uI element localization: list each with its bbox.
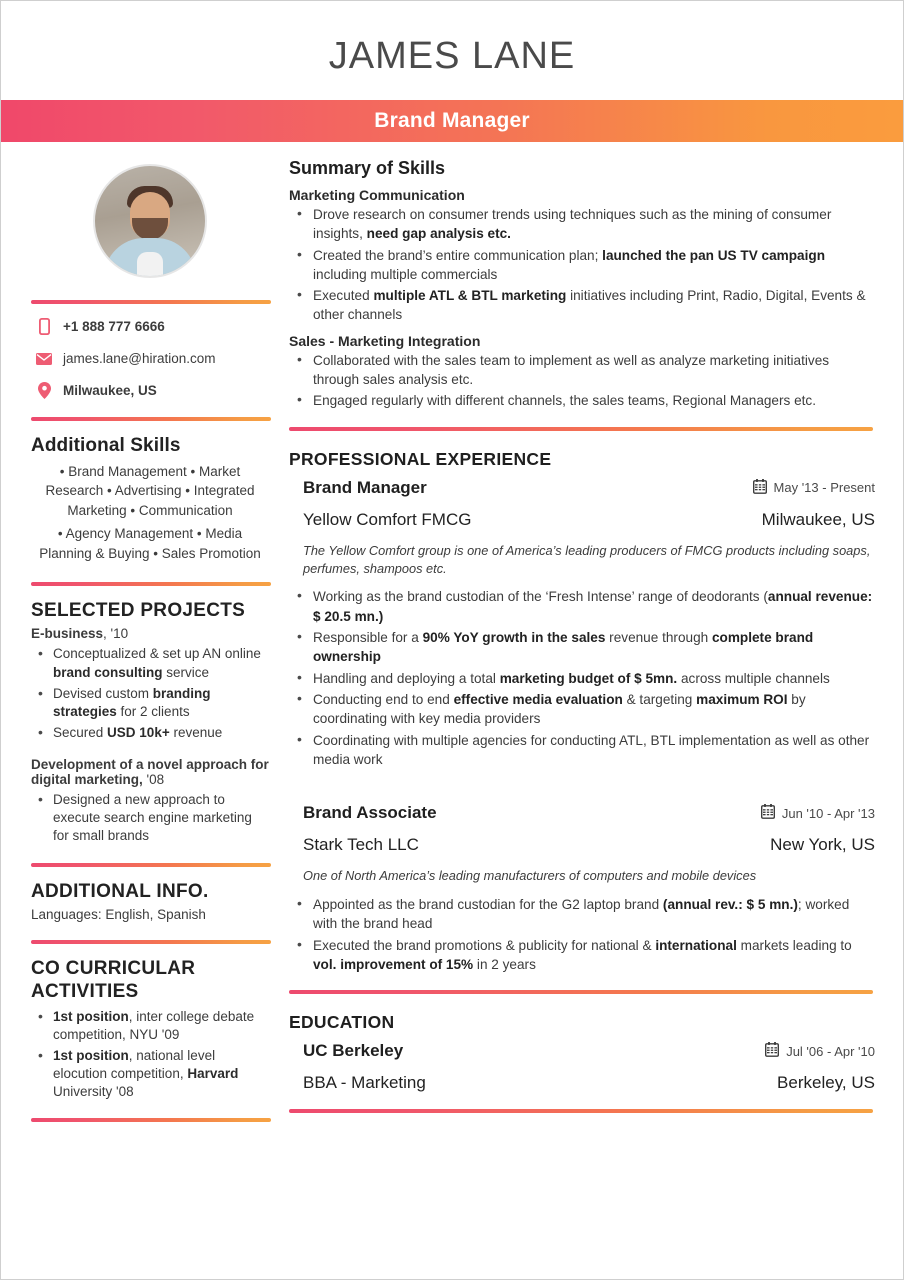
body-text: ; worked with the brand head — [313, 897, 850, 932]
body-text: Appointed as the brand custodian for the G2 laptop brand — [313, 897, 663, 913]
degree-name: BBA - Marketing — [303, 1073, 426, 1093]
job-organization: Yellow Comfort FMCG — [303, 509, 472, 529]
emphasis-text: effective media evaluation — [453, 691, 623, 707]
avatar-container — [31, 164, 269, 278]
phone-icon — [33, 318, 55, 335]
contact-location-row[interactable] — [33, 382, 269, 399]
section-professional-experience — [289, 449, 875, 975]
divider — [31, 582, 271, 586]
body-text: across multiple channels — [677, 670, 830, 686]
list-item — [289, 587, 875, 626]
calendar-icon — [761, 804, 775, 822]
emphasis-text: launched the pan US TV campaign — [602, 247, 825, 263]
avatar — [93, 164, 207, 278]
list-item — [289, 628, 875, 667]
project-item — [31, 626, 269, 742]
emphasis-text: branding strategies — [53, 685, 211, 720]
emphasis-text: marketing budget of $ 5mn. — [499, 670, 678, 686]
section-title: EDUCATION — [289, 1012, 395, 1033]
list-item — [289, 731, 875, 770]
body-text: Created the brand’s entire communication plan; — [313, 247, 603, 263]
job-organization: Stark Tech LLC — [303, 835, 419, 855]
emphasis-text: international — [655, 937, 737, 953]
body-text: , inter college debate competition, NYU '09 — [53, 1008, 255, 1042]
emphasis-text: annual revenue: $ 20.5 mn.) — [313, 589, 873, 624]
divider — [31, 300, 271, 304]
calendar-icon — [753, 479, 767, 497]
body-text: for 2 clients — [116, 704, 190, 720]
project-title — [31, 626, 269, 641]
phone-value: +1 888 777 6666 — [63, 319, 165, 334]
body-text: , national level elocution competition, — [53, 1047, 216, 1082]
list-item — [31, 1047, 269, 1102]
list-item — [289, 669, 875, 688]
emphasis-text: 90% YoY growth in the sales — [422, 630, 606, 646]
emphasis-text: multiple ATL & BTL marketing — [373, 288, 567, 304]
email-value: james.lane@hiration.com — [63, 351, 216, 366]
skill-group-title: Sales - Marketing Integration — [289, 332, 481, 349]
emphasis-text: complete brand ownership — [313, 630, 814, 665]
job-date-text: May '13 - Present — [773, 480, 875, 496]
section-title: ADDITIONAL INFO. — [31, 881, 209, 903]
emphasis-text: Development of a novel approach for digital marketing, — [31, 756, 269, 787]
list-item — [289, 936, 875, 975]
job-date — [753, 479, 875, 497]
body-text: Drove research on consumer trends using techniques such as the mining of consumer insights, — [313, 207, 832, 242]
location-pin-icon — [33, 382, 55, 399]
list-item — [289, 286, 875, 325]
divider — [31, 863, 271, 867]
education-date-text: Jul '06 - Apr '10 — [786, 1043, 875, 1059]
body-text: by coordinating with key media providers — [313, 691, 806, 727]
contact-email-row[interactable] — [33, 351, 269, 366]
project-bullets — [31, 791, 269, 846]
body-text: Executed the brand promotions & publicity for national & — [313, 937, 656, 953]
body-text: Engaged regularly with different channels, the sales teams, Regional Managers etc. — [313, 393, 817, 409]
experience-title-row — [303, 803, 875, 823]
job-bullets — [289, 587, 875, 769]
job-title: Brand Manager — [303, 477, 427, 497]
candidate-role: Brand Manager — [374, 109, 530, 132]
co-curricular-list — [31, 1008, 269, 1102]
skill-group-title: Marketing Communication — [289, 187, 465, 203]
contact-phone-row[interactable] — [33, 318, 269, 335]
project-item — [31, 757, 269, 846]
body-text: Collaborated with the sales team to implement as well as analyze marketing initiatives through sales analysis etc. — [313, 352, 830, 388]
body-text: Conceptualized & set up AN online — [53, 646, 261, 662]
experience-title-row — [303, 478, 875, 498]
project-bullets — [31, 645, 269, 742]
list-item — [31, 645, 269, 681]
section-title: PROFESSIONAL EXPERIENCE — [289, 448, 552, 469]
section-title: SELECTED PROJECTS — [31, 599, 246, 621]
contact-block — [31, 318, 269, 399]
calendar-icon — [765, 1042, 779, 1060]
location-value: Milwaukee, US — [63, 383, 157, 398]
project-title — [31, 757, 269, 787]
body-text: Executed — [313, 288, 374, 304]
envelope-icon — [33, 353, 55, 365]
job-location: Milwaukee, US — [761, 509, 875, 529]
body-text: revenue through — [605, 630, 712, 646]
section-additional-info — [31, 881, 269, 922]
body-text: in 2 years — [473, 956, 536, 972]
emphasis-text: 1st position — [53, 1008, 129, 1024]
list-item — [31, 685, 269, 721]
education-date — [765, 1042, 875, 1060]
job-location: New York, US — [770, 835, 875, 855]
body-text: Designed a new approach to execute search engine marketing for small brands — [53, 791, 252, 843]
resume-header — [1, 1, 903, 142]
emphasis-text: maximum ROI — [696, 691, 788, 707]
body-text: revenue — [169, 725, 223, 741]
resume-body — [1, 142, 903, 1136]
list-item — [289, 205, 875, 244]
left-column — [1, 158, 279, 1136]
education-title-row — [303, 1041, 875, 1061]
section-title: CO CURRICULAR ACTIVITIES — [31, 957, 196, 1002]
body-text: Devised custom — [53, 685, 153, 701]
emphasis-text: vol. improvement of 15% — [313, 956, 474, 972]
additional-info-text: Languages: English, Spanish — [31, 906, 206, 922]
education-location: Berkeley, US — [777, 1073, 875, 1093]
experience-entry — [289, 478, 875, 769]
section-title: Summary of Skills — [289, 158, 446, 178]
body-text: markets leading to — [736, 937, 852, 953]
body-text: Coordinating with multiple agencies for conducting ATL, BTL implementation as well as other media work — [313, 732, 870, 767]
body-text: Working as the brand custodian of the ‘Fresh Intense’ range of deodorants ( — [313, 589, 768, 605]
emphasis-text: USD 10k+ — [107, 725, 170, 741]
divider — [289, 990, 873, 994]
body-text: Secured — [53, 725, 108, 741]
selected-projects-list — [31, 626, 269, 845]
section-additional-skills — [31, 435, 269, 564]
list-item — [289, 246, 875, 285]
body-text: University '08 — [53, 1084, 134, 1100]
list-item — [31, 791, 269, 846]
experience-entry — [289, 803, 875, 974]
job-title: Brand Associate — [303, 803, 437, 823]
candidate-name: JAMES LANE — [328, 35, 576, 77]
avatar-beard — [132, 218, 168, 240]
experience-org-row — [303, 510, 875, 530]
additional-skills-line-1: • Brand Management • Market Research • Advertising • Integrated Marketing • Communication — [45, 463, 255, 518]
right-column — [279, 158, 903, 1136]
section-co-curricular — [31, 958, 269, 1102]
body-text: '08 — [142, 771, 165, 787]
list-item — [289, 391, 875, 410]
divider — [31, 940, 271, 944]
emphasis-text: brand consulting — [53, 664, 163, 680]
body-text: Conducting end to end — [313, 691, 454, 707]
body-text: & targeting — [622, 691, 697, 707]
divider — [31, 417, 271, 421]
body-text: initiatives including Print, Radio, Digital, Events & other channels — [313, 288, 866, 323]
job-description: The Yellow Comfort group is one of America’s leading producers of FMCG products including soaps, perfumes, shampoos etc. — [303, 542, 871, 576]
divider — [289, 1109, 873, 1113]
divider — [289, 427, 873, 431]
list-item — [289, 351, 875, 390]
summary-groups — [289, 187, 875, 411]
experience-org-row — [303, 835, 875, 855]
education-list — [289, 1041, 875, 1093]
list-item — [31, 724, 269, 742]
body-text: Responsible for a — [313, 630, 423, 646]
emphasis-text: need gap analysis etc. — [366, 226, 511, 242]
body-text: including multiple commercials — [313, 266, 498, 282]
emphasis-text: Harvard — [187, 1066, 239, 1082]
education-entry — [289, 1041, 875, 1093]
list-item — [289, 895, 875, 934]
skill-group-bullets — [289, 351, 875, 411]
list-item — [31, 1008, 269, 1044]
role-banner — [1, 100, 903, 142]
section-education — [289, 1012, 875, 1093]
job-description: One of North America’s leading manufacturers of computers and mobile devices — [303, 868, 757, 884]
section-selected-projects — [31, 600, 269, 846]
job-bullets — [289, 895, 875, 974]
body-text: , '10 — [103, 626, 129, 642]
emphasis-text: 1st position — [53, 1047, 129, 1063]
job-date-text: Jun '10 - Apr '13 — [781, 805, 875, 821]
emphasis-text: (annual rev.: $ 5 mn.) — [662, 897, 798, 913]
body-text: Handling and deploying a total — [313, 670, 500, 686]
skill-group-bullets — [289, 205, 875, 325]
additional-skills-line-2: • Agency Management • Media Planning & Buying • Sales Promotion — [39, 526, 261, 562]
section-title: Additional Skills — [31, 435, 181, 456]
divider — [31, 1118, 271, 1122]
section-summary-of-skills — [289, 158, 875, 411]
job-date — [761, 804, 875, 822]
avatar-shirt — [137, 252, 163, 278]
body-text: service — [162, 664, 210, 680]
school-name: UC Berkeley — [303, 1041, 404, 1061]
education-degree-row — [303, 1073, 875, 1093]
list-item — [289, 690, 875, 729]
experience-list — [289, 478, 875, 975]
emphasis-text: E-business — [31, 626, 104, 642]
